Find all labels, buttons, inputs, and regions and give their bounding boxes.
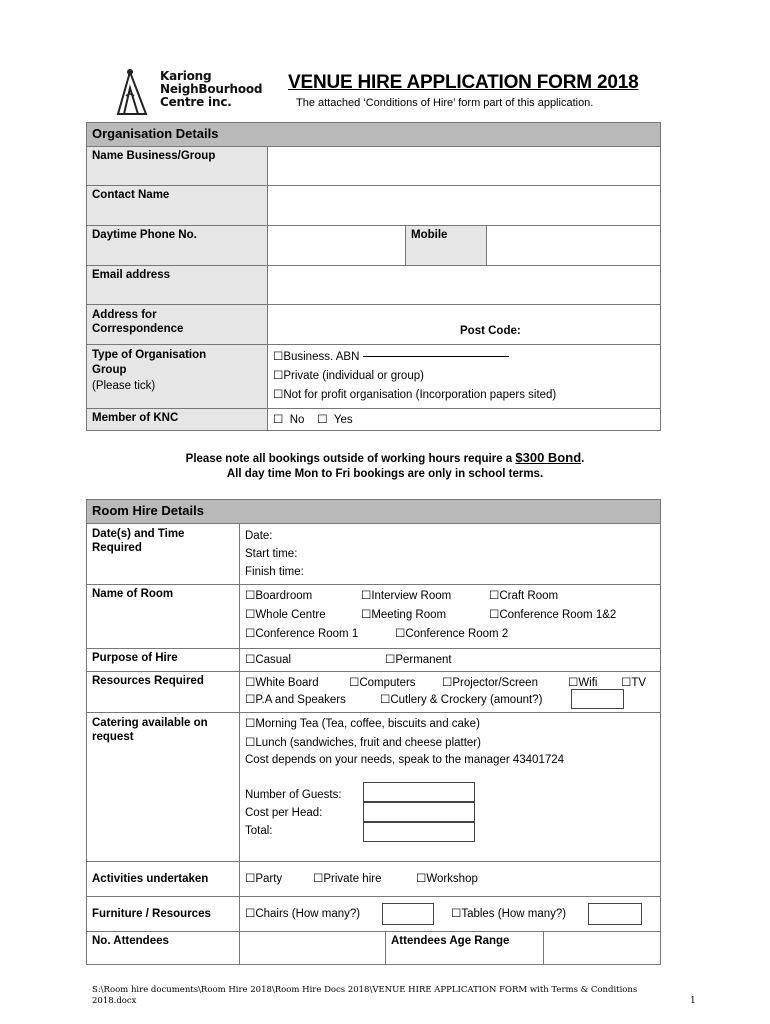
catering-section [240, 713, 661, 862]
catering-lunch-checkbox[interactable]: ☐Lunch (sandwiches, fruit and cheese platter) [245, 737, 481, 749]
resource-computers-checkbox[interactable]: ☐Computers [349, 677, 416, 689]
activity-party-checkbox[interactable]: ☐Party [245, 873, 283, 885]
resources-label: Resources Required [87, 672, 240, 713]
resource-whiteboard-checkbox[interactable]: ☐White Board [245, 677, 319, 689]
age-range-field[interactable] [544, 932, 661, 965]
name-business-label: Name Business/Group [87, 147, 268, 186]
activities-options [240, 862, 661, 897]
page-title: VENUE HIRE APPLICATION FORM 2018 [288, 72, 639, 93]
age-range-label: Attendees Age Range [386, 932, 544, 965]
page-number: 1 [690, 996, 696, 1006]
organisation-details-table [86, 122, 661, 431]
tables-count-box[interactable] [588, 903, 642, 925]
guests-label: Number of Guests: [245, 789, 342, 801]
address-field[interactable] [268, 305, 661, 345]
member-knc-label: Member of KNC [87, 409, 268, 431]
resource-tv-checkbox[interactable]: ☐TV [621, 677, 647, 689]
room-hire-table [86, 499, 661, 965]
email-field[interactable] [268, 266, 661, 305]
page-subtitle: The attached ‘Conditions of Hire’ form part of this application. [296, 97, 594, 109]
room-meeting-checkbox[interactable]: ☐Meeting Room [361, 609, 447, 621]
type-not-for-profit-checkbox[interactable]: ☐Not for profit organisation (Incorporation papers sited) [273, 389, 557, 401]
email-label: Email address [87, 266, 268, 305]
member-no-checkbox[interactable]: ☐ No [273, 414, 305, 426]
room-conference-1-checkbox[interactable]: ☐Conference Room 1 [245, 628, 359, 640]
mobile-field[interactable] [487, 226, 661, 266]
mobile-label: Mobile [406, 226, 487, 266]
cost-per-head-field[interactable] [363, 802, 475, 822]
room-name-label: Name of Room [87, 585, 240, 649]
purpose-options [240, 649, 661, 672]
activity-workshop-checkbox[interactable]: ☐Workshop [416, 873, 478, 885]
bond-amount: $300 Bond [515, 450, 582, 465]
attendees-field[interactable] [240, 932, 386, 965]
address-label: Address for Correspondence [87, 305, 268, 345]
catering-cost-note: Cost depends on your needs, speak to the manager 43401724 [245, 754, 565, 766]
logo-text: Kariong NeighBourhood Centre inc. [160, 69, 263, 109]
resource-pa-checkbox[interactable]: ☐P.A and Speakers [245, 694, 346, 706]
resource-projector-checkbox[interactable]: ☐Projector/Screen [442, 677, 538, 689]
daytime-phone-label: Daytime Phone No. [87, 226, 268, 266]
room-whole-centre-checkbox[interactable]: ☐Whole Centre [245, 609, 326, 621]
dates-field[interactable]: Date: Start time: Finish time: [240, 524, 661, 585]
furniture-chairs-checkbox[interactable]: ☐Chairs (How many?) [245, 908, 361, 920]
organisation-type-label: Type of Organisation Group (Please tick) [87, 345, 268, 409]
room-options [240, 585, 661, 649]
total-label: Total: [245, 825, 273, 837]
bond-notice: Please note all bookings outside of working hours require a $300 Bond. All day time Mon to Fri bookings are only in school terms. [185, 450, 585, 480]
resources-options [240, 672, 661, 713]
room-conference-2-checkbox[interactable]: ☐Conference Room 2 [395, 628, 509, 640]
contact-name-field[interactable] [268, 186, 661, 226]
room-craft-checkbox[interactable]: ☐Craft Room [489, 590, 559, 602]
furniture-tables-checkbox[interactable]: ☐Tables (How many?) [451, 908, 567, 920]
purpose-casual-checkbox[interactable]: ☐Casual [245, 654, 292, 666]
catering-label: Catering available on request [87, 713, 240, 862]
cutlery-amount-box[interactable] [571, 689, 624, 709]
daytime-phone-field[interactable] [268, 226, 406, 266]
member-yes-checkbox[interactable]: ☐ Yes [317, 414, 353, 426]
resource-wifi-checkbox[interactable]: ☐Wifi [568, 677, 598, 689]
footer-file-path: S:\Room hire documents\Room Hire 2018\Room Hire Docs 2018\VENUE HIRE APPLICATION FORM with Terms & Conditions 2018.docx [92, 985, 638, 1006]
type-business-checkbox[interactable]: ☐Business. ABN [273, 348, 655, 367]
room-boardroom-checkbox[interactable]: ☐Boardroom [245, 590, 313, 602]
purpose-permanent-checkbox[interactable]: ☐Permanent [385, 654, 452, 666]
type-private-checkbox[interactable]: ☐Private (individual or group) [273, 370, 424, 382]
dates-label: Date(s) and Time Required [87, 524, 240, 585]
member-knc-options [268, 409, 661, 431]
cost-per-head-label: Cost per Head: [245, 807, 323, 819]
room-interview-checkbox[interactable]: ☐Interview Room [361, 590, 452, 602]
guests-field[interactable] [363, 782, 475, 802]
resource-cutlery-checkbox[interactable]: ☐Cutlery & Crockery (amount?) [380, 694, 543, 706]
attendees-label: No. Attendees [87, 932, 240, 965]
purpose-label: Purpose of Hire [87, 649, 240, 672]
furniture-options [240, 897, 661, 932]
catering-morning-tea-checkbox[interactable]: ☐Morning Tea (Tea, coffee, biscuits and cake) [245, 718, 480, 730]
postcode-label: Post Code: [460, 325, 521, 337]
organisation-type-options [268, 345, 661, 409]
room-hire-heading: Room Hire Details [87, 500, 661, 524]
chairs-count-box[interactable] [382, 903, 434, 925]
activity-private-hire-checkbox[interactable]: ☐Private hire [313, 873, 382, 885]
room-conference-1-2-checkbox[interactable]: ☐Conference Room 1&2 [489, 609, 617, 621]
furniture-label: Furniture / Resources [87, 897, 240, 932]
name-business-field[interactable] [268, 147, 661, 186]
total-field[interactable] [363, 822, 475, 842]
organisation-details-heading: Organisation Details [87, 123, 661, 147]
activities-label: Activities undertaken [87, 862, 240, 897]
contact-name-label: Contact Name [87, 186, 268, 226]
